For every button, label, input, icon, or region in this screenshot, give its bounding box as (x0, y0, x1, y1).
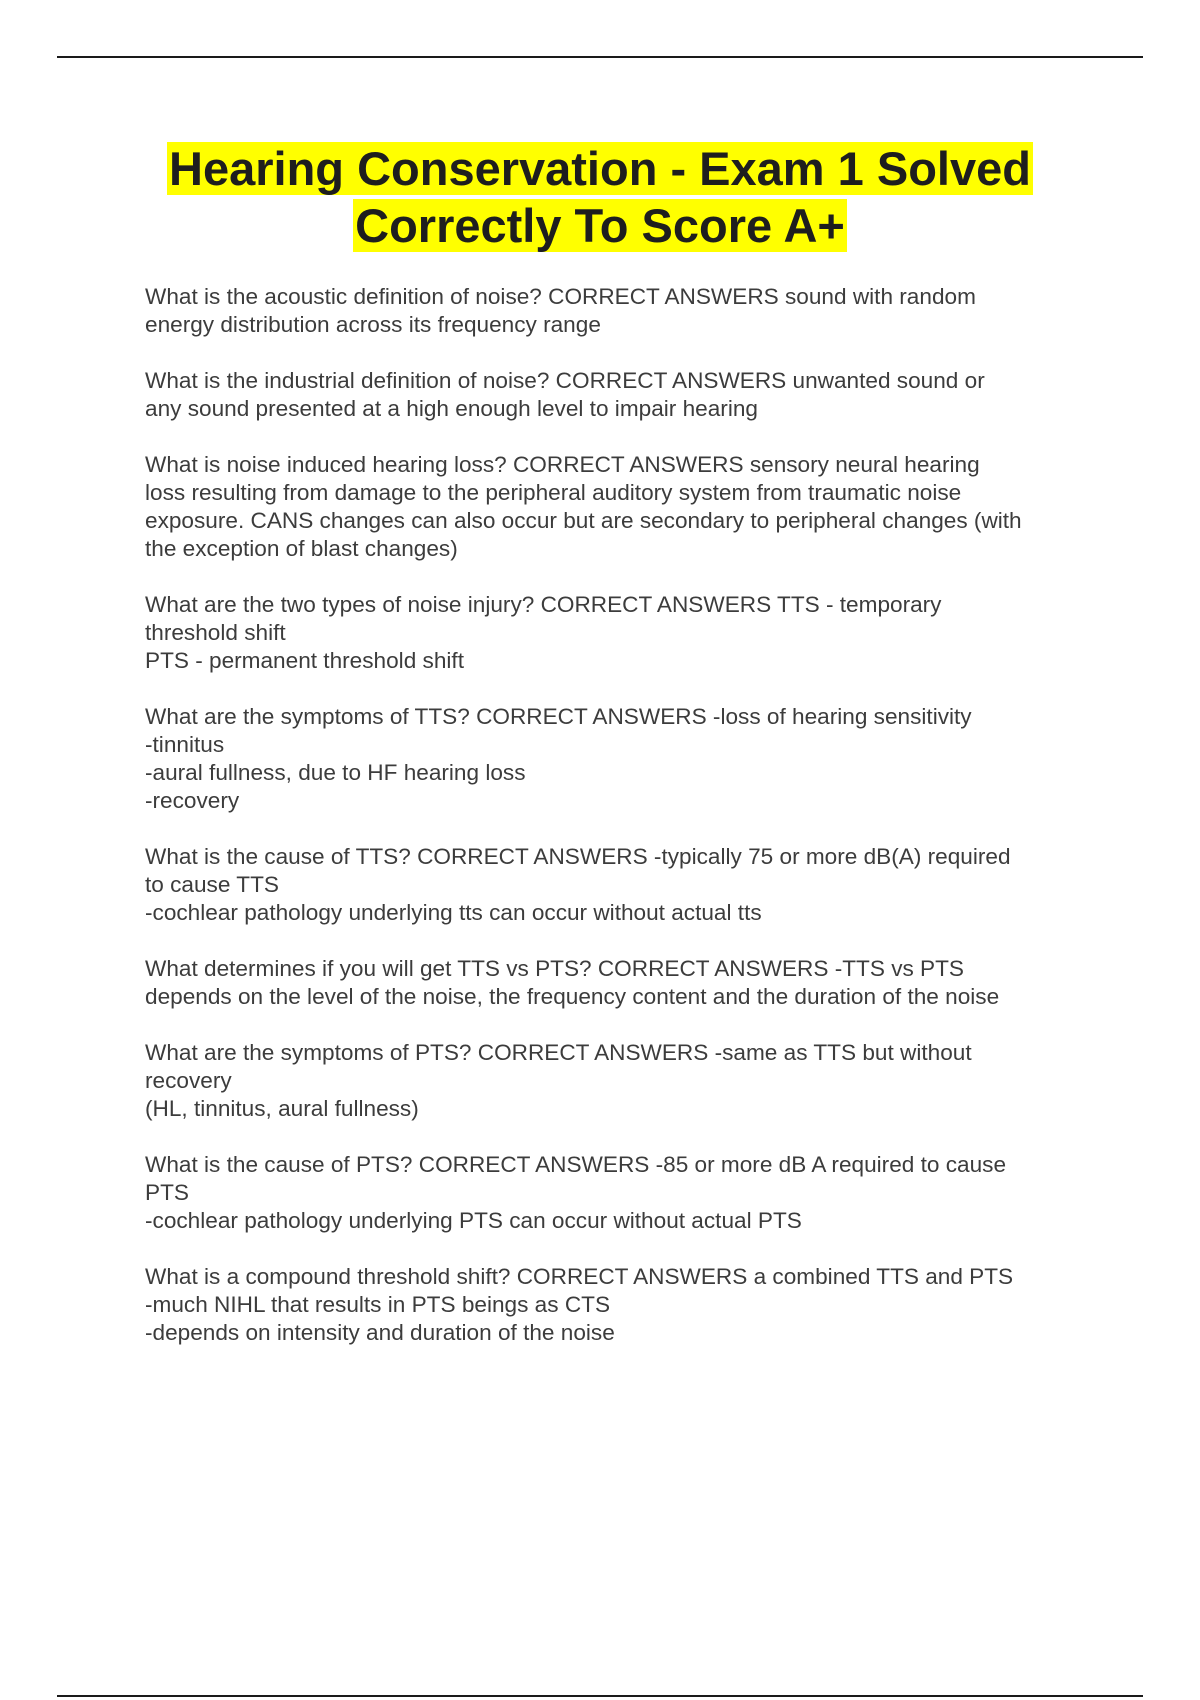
qa-item-line: PTS - permanent threshold shift (145, 648, 464, 673)
qa-item-line: What is a compound threshold shift? CORRECT ANSWERS a combined TTS and PTS (145, 1264, 1014, 1289)
qa-item (145, 1151, 1095, 1235)
qa-item-line: PTS (145, 1180, 189, 1205)
qa-item-line: to cause TTS (145, 872, 279, 897)
qa-item (145, 1039, 1095, 1123)
qa-item-line: -much NIHL that results in PTS beings as CTS (145, 1292, 611, 1317)
qa-item-line: (HL, tinnitus, aural fullness) (145, 1096, 419, 1121)
title-line-2: Correctly To Score A+ (355, 199, 845, 252)
qa-item-line: -tinnitus (145, 732, 225, 757)
qa-item-line: loss resulting from damage to the peripheral auditory system from traumatic noise (145, 480, 962, 505)
document-title (0, 140, 1200, 254)
qa-item-line: energy distribution across its frequency range (145, 312, 601, 337)
qa-item-line: What is the cause of TTS? CORRECT ANSWERS -typically 75 or more dB(A) required (145, 844, 1011, 869)
qa-item-line: exposure. CANS changes can also occur but are secondary to peripheral changes (with (145, 508, 1022, 533)
qa-item-line: -recovery (145, 788, 240, 813)
qa-item-line: the exception of blast changes) (145, 536, 458, 561)
qa-item-line: What are the symptoms of TTS? CORRECT ANSWERS -loss of hearing sensitivity (145, 704, 972, 729)
qa-item-line: What determines if you will get TTS vs PTS? CORRECT ANSWERS -TTS vs PTS (145, 956, 965, 981)
qa-item (145, 283, 1095, 339)
qa-item-line: recovery (145, 1068, 232, 1093)
qa-item (145, 451, 1095, 563)
qa-item-line: -cochlear pathology underlying PTS can occur without actual PTS (145, 1208, 802, 1233)
qa-item-line: What are the two types of noise injury? CORRECT ANSWERS TTS - temporary (145, 592, 942, 617)
qa-item-line: threshold shift (145, 620, 286, 645)
qa-item (145, 367, 1095, 423)
qa-item-line: -cochlear pathology underlying tts can occur without actual tts (145, 900, 762, 925)
qa-item (145, 703, 1095, 815)
qa-item (145, 1263, 1095, 1347)
qa-item-line: What is the cause of PTS? CORRECT ANSWERS -85 or more dB A required to cause (145, 1152, 1007, 1177)
qa-item-line: any sound presented at a high enough level to impair hearing (145, 396, 758, 421)
qa-item-line: -aural fullness, due to HF hearing loss (145, 760, 526, 785)
qa-item-line: depends on the level of the noise, the frequency content and the duration of the noise (145, 984, 1000, 1009)
qa-item-line: What is noise induced hearing loss? CORRECT ANSWERS sensory neural hearing (145, 452, 980, 477)
qa-item (145, 591, 1095, 675)
qa-item-line: -depends on intensity and duration of the noise (145, 1320, 615, 1345)
footer-rule (57, 1695, 1143, 1697)
qa-item (145, 843, 1095, 927)
header-rule (57, 56, 1143, 58)
qa-item-line: What is the industrial definition of noise? CORRECT ANSWERS unwanted sound or (145, 368, 985, 393)
qa-list (145, 283, 1095, 1375)
qa-item (145, 955, 1095, 1011)
qa-item-line: What is the acoustic definition of noise? CORRECT ANSWERS sound with random (145, 284, 976, 309)
qa-item-line: What are the symptoms of PTS? CORRECT ANSWERS -same as TTS but without (145, 1040, 972, 1065)
title-line-1: Hearing Conservation - Exam 1 Solved (169, 142, 1031, 195)
